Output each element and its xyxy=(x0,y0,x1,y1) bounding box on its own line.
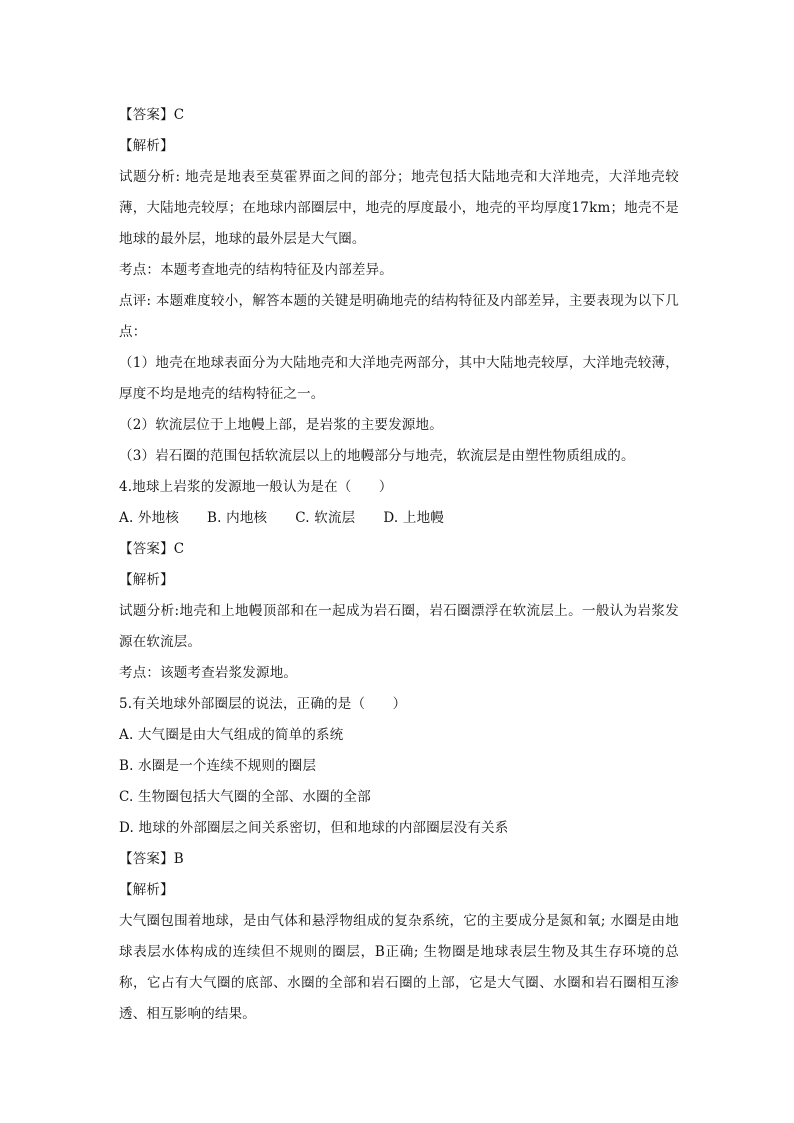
q5-option-a: A. 大气圈是由大气组成的简单的系统 xyxy=(119,727,344,743)
q3-analysis-text: 试题分析: 地壳是地表至莫霍界面之间的部分；地壳包括大陆地壳和大洋地壳，大洋地壳较薄，大陆地壳较厚；在地球内部圈层中，地壳的厚度最小，地壳的平均厚度17km；地壳不是地球的最外层，地球的最外层是大气圈。 xyxy=(119,169,679,247)
q3-kaodian: 考点：本题考查地壳的结构特征及内部差异。 xyxy=(119,262,393,278)
q5-analysis-label: 【解析】 xyxy=(119,882,174,898)
q4-kaodian: 考点：该题考查岩浆发源地。 xyxy=(119,665,298,681)
q4-analysis-text: 试题分析:地壳和上地幔顶部和在一起成为岩石圈，岩石圈漂浮在软流层上。一般认为岩浆发源在软流层。 xyxy=(119,603,679,650)
q4-option-b: B. 内地核 xyxy=(207,510,268,526)
q5-stem: 5.有关地球外部圈层的说法，正确的是（ ） xyxy=(119,696,407,712)
q3-point-2: （2）软流层位于上地幔上部，是岩浆的主要发源地。 xyxy=(119,417,443,433)
q5-option-d: D. 地球的外部圈层之间关系密切，但和地球的内部圈层没有关系 xyxy=(119,820,509,836)
q4-option-c: C. 软流层 xyxy=(295,510,356,526)
q4-option-d: D. 上地幔 xyxy=(383,510,445,526)
q3-dianping: 点评: 本题难度较小，解答本题的关键是明确地壳的结构特征及内部差异，主要表现为以下几点： xyxy=(119,293,679,340)
q4-options xyxy=(119,503,679,534)
q4-analysis-label: 【解析】 xyxy=(119,572,174,588)
q5-answer: 【答案】B xyxy=(119,851,184,867)
q3-point-1: （1）地壳在地球表面分为大陆地壳和大洋地壳两部分，其中大陆地壳较厚，大洋地壳较薄，厚度不均是地壳的结构特征之一。 xyxy=(119,355,679,402)
q4-option-a: A. 外地核 xyxy=(119,510,180,526)
q5-option-c: C. 生物圈包括大气圈的全部、水圈的全部 xyxy=(119,789,371,805)
document-page xyxy=(119,100,679,1030)
q5-analysis-text: 大气圈包围着地球，是由气体和悬浮物组成的复杂系统，它的主要成分是氮和氧; 水圈是由地球表层水体构成的连续但不规则的圈层，B正确; 生物圈是地球表层生物及其生存环境的总称，它占有大气圈的底部、水圈的全部和岩石圈的上部，它是大气圈、水圈和岩石圈相互渗透、相互影响的结果。 xyxy=(119,913,679,1022)
q4-answer: 【答案】C xyxy=(119,541,185,557)
q5-option-b: B. 水圈是一个连续不规则的圈层 xyxy=(119,758,317,774)
q3-analysis-label: 【解析】 xyxy=(119,138,174,154)
q3-point-3: （3）岩石圈的范围包括软流层以上的地幔部分与地壳，软流层是由塑性物质组成的。 xyxy=(119,448,635,464)
q4-stem: 4.地球上岩浆的发源地一般认为是在（ ） xyxy=(119,479,393,495)
q3-answer: 【答案】C xyxy=(119,107,185,123)
